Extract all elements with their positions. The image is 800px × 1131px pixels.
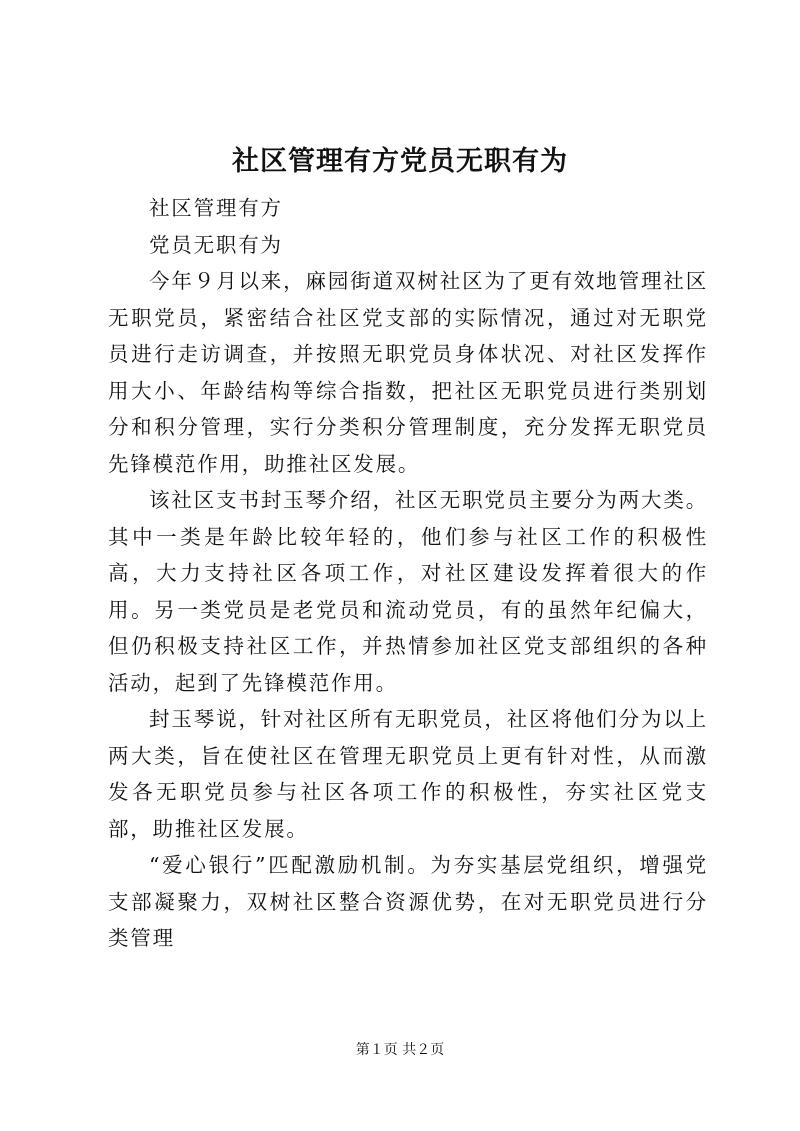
paragraph-subtitle-2: 党员无职有为 [149, 232, 283, 257]
paragraph-categories: 该社区支书封玉琴介绍，社区无职党员主要分为两大类。其中一类是年龄比较年轻的，他们参与社区工作的积极性高，大力支持社区各项工作，对社区建设发挥着很大的作用。另一类党员是老党员和流动党员，有的虽然年纪偏大，但仍积极支持社区工作，并热情参加社区党支部组织的各种活动，起到了先锋模范作用。 [108, 488, 708, 695]
paragraph-purpose: 封玉琴说，针对社区所有无职党员，社区将他们分为以上两大类，旨在使社区在管理无职党员上更有针对性，从而激发各无职党员参与社区各项工作的积极性，夯实社区党支部，助推社区发展。 [108, 707, 708, 841]
paragraph-intro: 今年９月以来，麻园街道双树社区为了更有效地管理社区无职党员，紧密结合社区党支部的实际情况，通过对无职党员进行走访调查，并按照无职党员身体状况、对社区发挥作用大小、年龄结构等综合指数，把社区无职党员进行类别划分和积分管理，实行分类积分管理制度，充分发挥无职党员先锋模范作用，助推社区发展。 [108, 269, 708, 476]
page-number-footer: 第１页 共２页 [355, 1042, 445, 1058]
document-body [108, 190, 708, 957]
paragraph-subtitle-1: 社区管理有方 [149, 196, 283, 220]
paragraph-love-bank: “爱心银行”匹配激励机制。为夯实基层党组织，增强党支部凝聚力，双树社区整合资源优势，在对无职党员进行分类管理 [108, 853, 708, 950]
document-title: 社区管理有方党员无职有为 [232, 146, 568, 177]
